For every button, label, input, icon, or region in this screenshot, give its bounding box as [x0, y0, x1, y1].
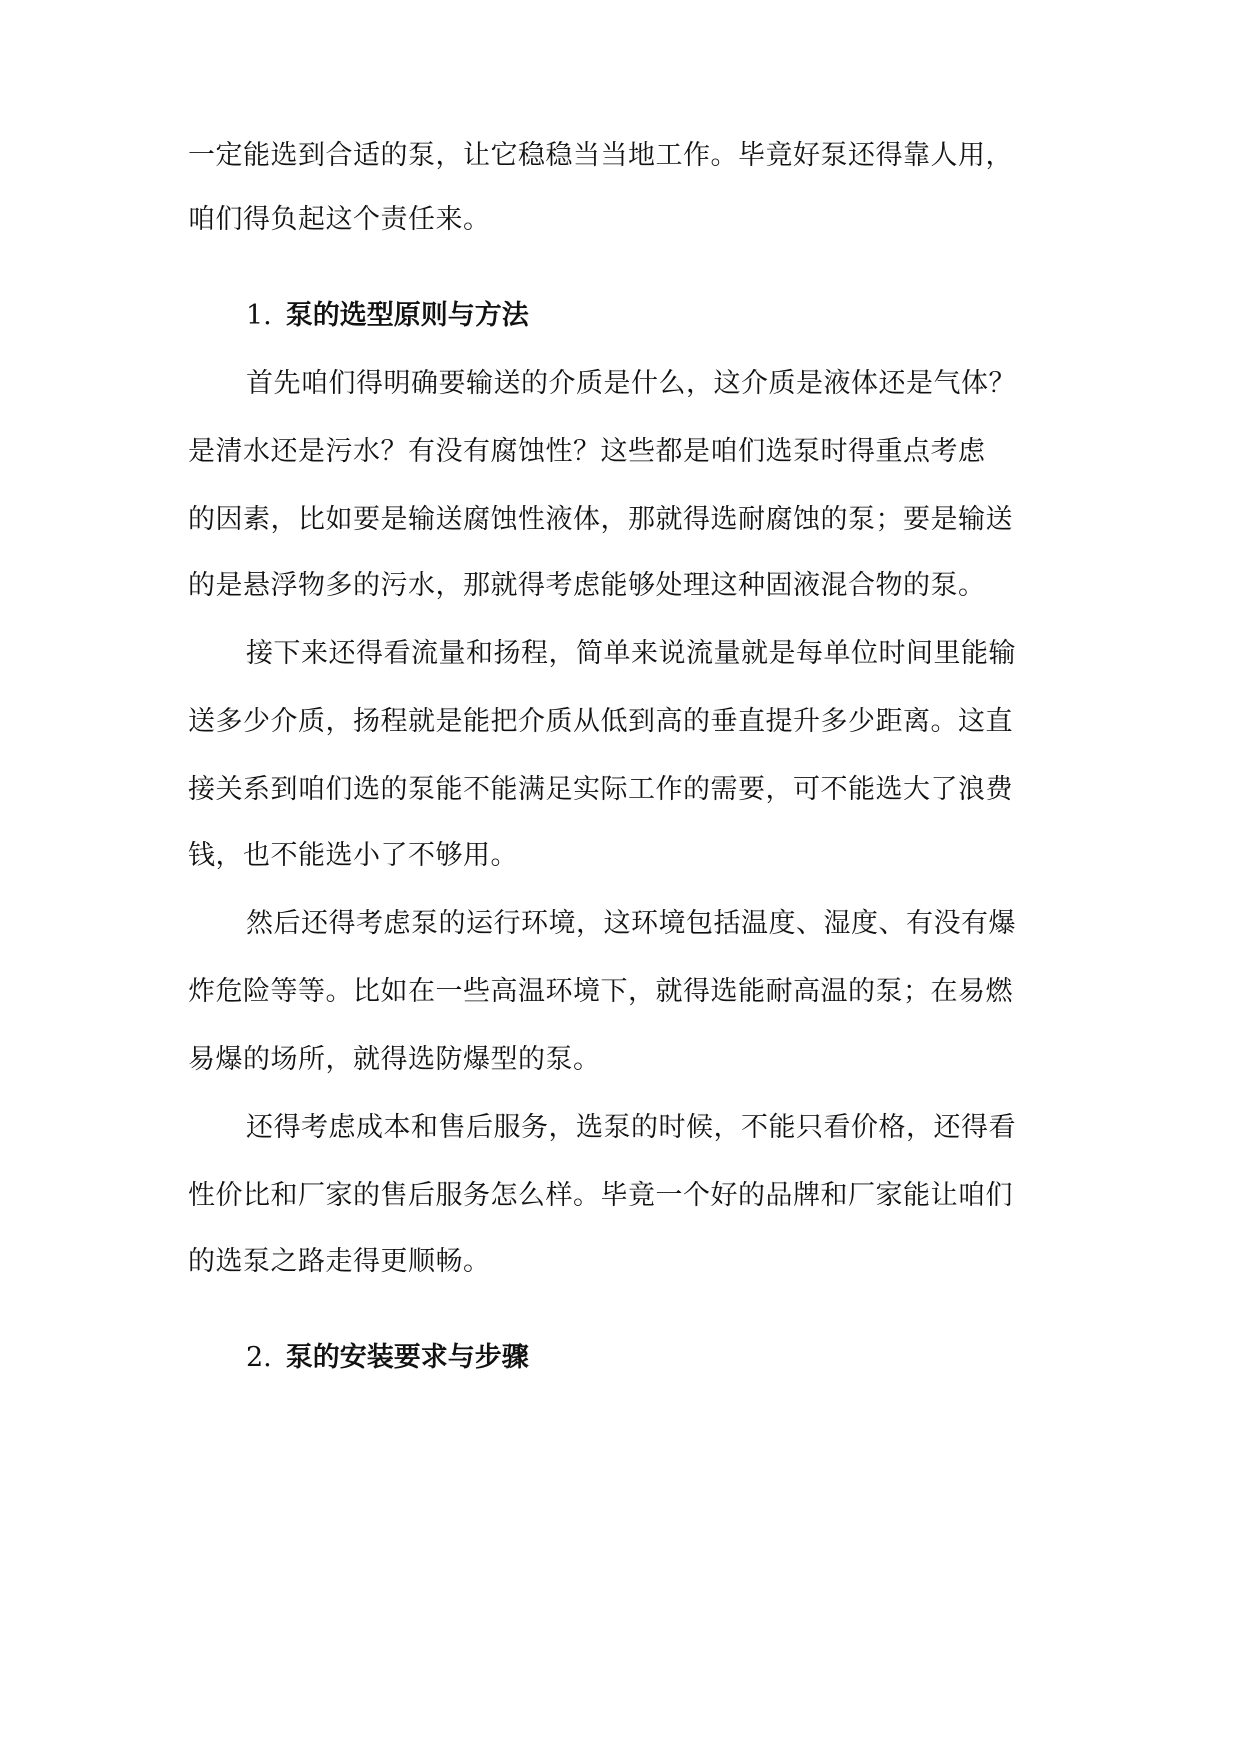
- paragraph-2-line-2: 送多少介质，扬程就是能把介质从低到高的垂直提升多少距离。这直: [188, 706, 1013, 737]
- paragraph-4-line-2: 性价比和厂家的售后服务怎么样。毕竟一个好的品牌和厂家能让咱们: [188, 1180, 1013, 1211]
- paragraph-4-line-1: 还得考虑成本和售后服务，选泵的时候，不能只看价格，还得看: [246, 1112, 1016, 1143]
- paragraph-1-line-4: 的是悬浮物多的污水，那就得考虑能够处理这种固液混合物的泵。: [188, 570, 986, 601]
- paragraph-3-line-3: 易爆的场所，就得选防爆型的泵。: [188, 1044, 601, 1075]
- section-title: 泵的选型原则与方法: [285, 300, 529, 331]
- paragraph-3-line-1: 然后还得考虑泵的运行环境，这环境包括温度、湿度、有没有爆: [246, 908, 1016, 939]
- paragraph-2-line-1: 接下来还得看流量和扬程，简单来说流量就是每单位时间里能输: [246, 638, 1016, 669]
- paragraph-2-line-4: 钱，也不能选小了不够用。: [188, 840, 518, 871]
- intro-line-1: 一定能选到合适的泵，让它稳稳当当地工作。毕竟好泵还得靠人用，: [188, 140, 1013, 171]
- paragraph-2-line-3: 接关系到咱们选的泵能不能满足实际工作的需要，可不能选大了浪费: [188, 774, 1013, 805]
- paragraph-4-line-3: 的选泵之路走得更顺畅。: [188, 1246, 491, 1277]
- paragraph-1-line-1: 首先咱们得明确要输送的介质是什么，这介质是液体还是气体？: [246, 368, 1016, 399]
- intro-line-2: 咱们得负起这个责任来。: [188, 204, 491, 235]
- section-title: 泵的安装要求与步骤: [285, 1342, 529, 1373]
- paragraph-1-line-3: 的因素，比如要是输送腐蚀性液体，那就得选耐腐蚀的泵；要是输送: [188, 504, 1013, 535]
- section-number: 2.: [246, 1342, 272, 1373]
- section-heading-2: [246, 1338, 529, 1378]
- section-number: 1.: [246, 300, 272, 331]
- section-heading-1: [246, 296, 529, 336]
- paragraph-1-line-2: 是清水还是污水？有没有腐蚀性？这些都是咱们选泵时得重点考虑: [188, 436, 986, 467]
- paragraph-3-line-2: 炸危险等等。比如在一些高温环境下，就得选能耐高温的泵；在易燃: [188, 976, 1013, 1007]
